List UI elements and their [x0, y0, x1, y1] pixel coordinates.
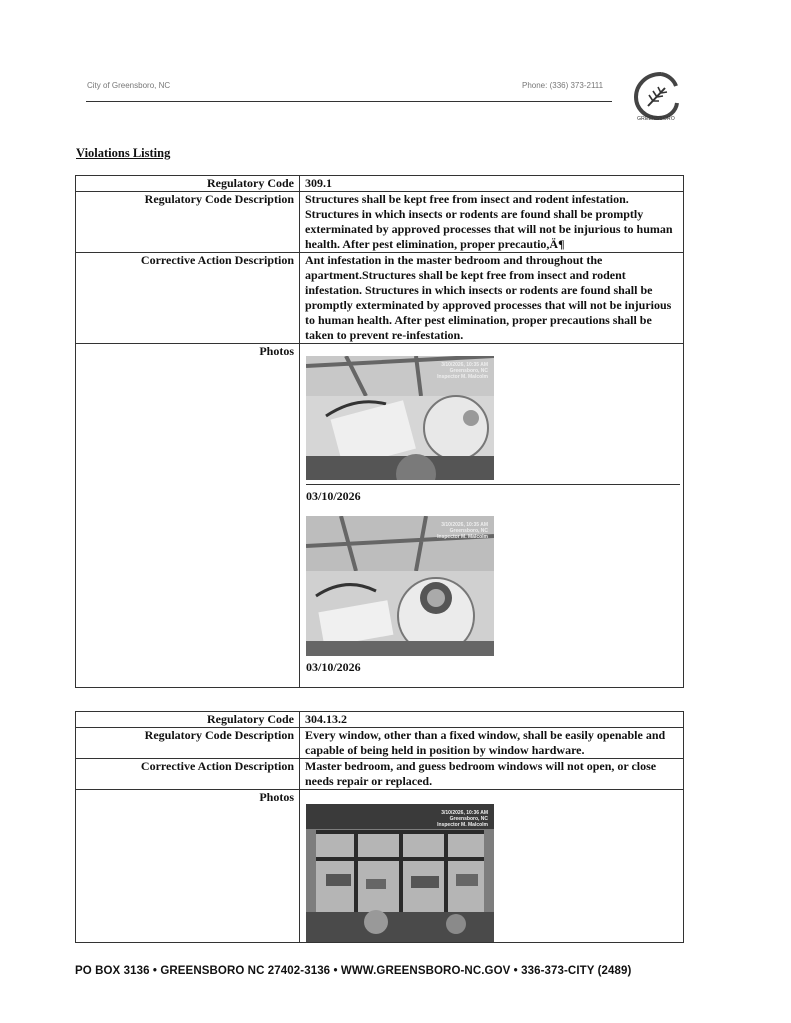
- photos-cell: [300, 790, 684, 943]
- logo-wordmark: GREENSBORO: [637, 116, 675, 122]
- header-city: City of Greensboro, NC: [87, 81, 171, 90]
- inspection-photo[interactable]: [306, 356, 494, 480]
- description-value: Every window, other than a fixed window, shall be easily openable and capable of being held in position by window hardware.: [300, 728, 684, 759]
- photos-label: Photos: [76, 790, 300, 943]
- violation-table: [75, 711, 684, 943]
- photo-date: 03/10/2026: [306, 660, 361, 674]
- violation-table: [75, 175, 684, 688]
- photo-stamp: 3/10/2026, 10:35 AM Greensboro, NC Inspector M. Malcolm: [437, 362, 488, 380]
- photo-stamp: 3/10/2026, 10:36 AM Greensboro, NC Inspector M. Malcolm: [437, 810, 488, 828]
- header-divider: [86, 101, 612, 102]
- action-label: Corrective Action Description: [76, 253, 300, 344]
- code-label: Regulatory Code: [76, 176, 300, 192]
- photo-date: 03/10/2026: [306, 489, 361, 503]
- photos-label: Photos: [76, 344, 300, 688]
- photo-stamp: 3/10/2026, 10:35 AM Greensboro, NC Inspector M. Malcolm: [437, 522, 488, 540]
- action-value: Ant infestation in the master bedroom and throughout the apartment.Structures shall be kept free from insect and rodent infestation. Structures in which insects or rodents are found shall be promptly exterminated by approved processes that will not be injurious to human health. After pest elimination, proper precautions shall be taken to prevent re-infestation.: [300, 253, 684, 344]
- table-row: [76, 712, 684, 728]
- photos-cell: [300, 344, 684, 688]
- table-row: [76, 253, 684, 344]
- photo-divider: [306, 484, 680, 485]
- header-phone: Phone: (336) 373-2111: [522, 81, 604, 90]
- code-label: Regulatory Code: [76, 712, 300, 728]
- inspection-photo[interactable]: [306, 516, 494, 656]
- code-value: 304.13.2: [300, 712, 684, 728]
- code-value: 309.1: [300, 176, 684, 192]
- description-value: Structures shall be kept free from insect and rodent infestation. Structures in which insects or rodents are found shall be promptly exterminated by approved processes that will not be injurious to human health. After pest elimination, proper precautio,Ä¶: [300, 192, 684, 253]
- action-label: Corrective Action Description: [76, 759, 300, 790]
- description-label: Regulatory Code Description: [76, 192, 300, 253]
- table-row: [76, 790, 684, 943]
- description-label: Regulatory Code Description: [76, 728, 300, 759]
- table-row: [76, 728, 684, 759]
- action-value: Master bedroom, and guess bedroom windows will not open, or close needs repair or replaced.: [300, 759, 684, 790]
- table-row: [76, 759, 684, 790]
- table-row: [76, 344, 684, 688]
- table-row: [76, 192, 684, 253]
- section-title: Violations Listing: [76, 146, 171, 160]
- table-row: [76, 176, 684, 192]
- inspection-photo[interactable]: [306, 804, 494, 942]
- footer-address: PO BOX 3136 • GREENSBORO NC 27402-3136 • WWW.GREENSBORO-NC.GOV • 336-373-CITY (2489): [75, 965, 632, 977]
